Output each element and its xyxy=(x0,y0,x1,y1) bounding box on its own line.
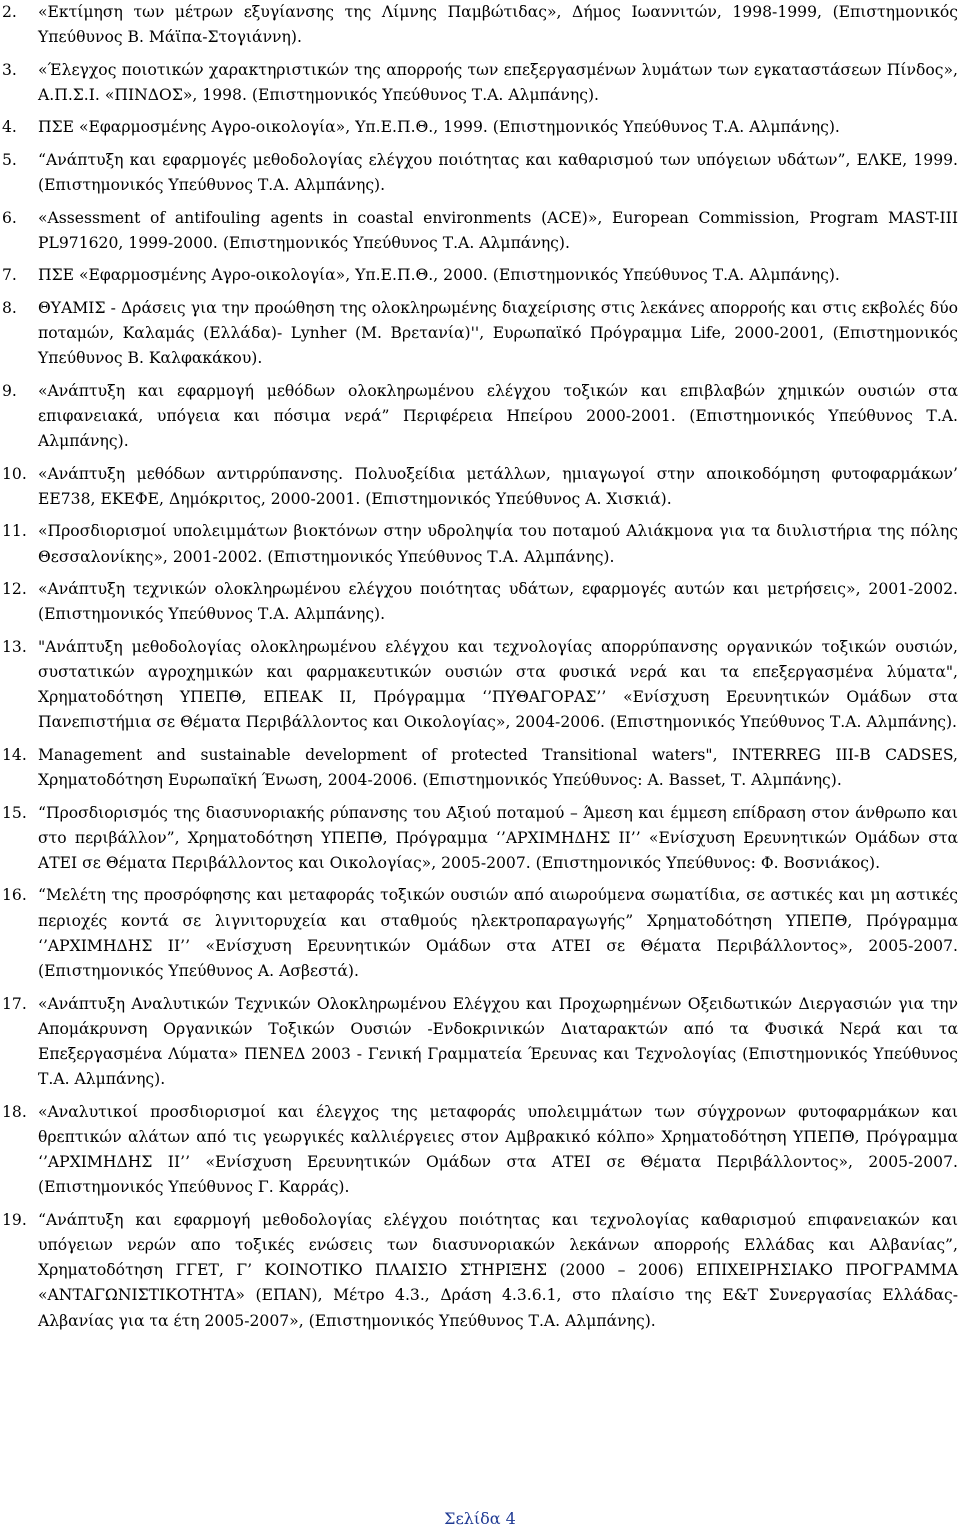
item-number: 7. xyxy=(2,266,17,285)
item-text: “Προσδιορισμός της διασυνοριακής ρύπανσης του Αξιού ποταμού – Άμεση και έμμεση επίδραση στον άνθρωπο και στο περιβάλλον”, Χρηματοδότηση ΥΠΕΠΘ, Πρόγραμμα ‘’ΑΡΧΙΜΗΔΗΣ ΙΙ’’ «Ενίσχυση Ερευνητικών Ομάδων στα ΑΤΕΙ σε Θέματα Περιβάλλοντος και Οικολογίας», 2005-2007. (Επιστημονικός Υπεύθυνος: Φ. Βοσνιάκος). xyxy=(38,803,958,872)
item-text: ΠΣΕ «Εφαρμοσμένης Αγρο-οικολογία», Υπ.Ε.Π.Θ., 1999. (Επιστημονικός Υπεύθυνος Τ.Α. Αλμπάνης). xyxy=(38,118,840,137)
item-number: 16. xyxy=(2,886,27,905)
item-text: «Assessment of antifouling agents in coastal environments (ACE)», European Commission, Program MAST-III PL971620, 1999-2000. (Επιστημονικός Υπεύθυνος Τ.Α. Αλμπάνης). xyxy=(38,208,958,252)
list-item xyxy=(0,115,958,140)
list-item xyxy=(0,883,958,984)
item-number: 8. xyxy=(2,298,17,317)
item-text: «Αναλυτικοί προσδιορισμοί και έλεγχος της μεταφοράς υπολειμμάτων των σύγχρονων φυτοφαρμάκων και θρεπτικών αλάτων από τις γεωργικές καλλιέργειες στον Αμβρακικό κόλπο» Χρηματοδότηση ΥΠΕΠΘ, Πρόγραμμα ‘’ΑΡΧΙΜΗΔΗΣ ΙΙ’’ «Ενίσχυση Ερευνητικών Ομάδων στα ΑΤΕΙ σε Θέματα Περιβάλλοντος», 2005-2007. (Επιστημονικός Υπεύθυνος Γ. Καρράς). xyxy=(38,1102,958,1197)
item-text: «Έλεγχος ποιοτικών χαρακτηριστικών της απορροής των επεξεργασμένων λυμάτων των εγκαταστάσεων Πίνδος», Α.Π.Σ.Ι. «ΠΙΝΔΟΣ», 1998. (Επιστημονικός Υπεύθυνος Τ.Α. Αλμπάνης). xyxy=(38,60,958,104)
list-item xyxy=(0,379,958,455)
item-text: "Ανάπτυξη μεθοδολογίας ολοκληρωμένου ελέγχου και τεχνολογίας απορρύπανσης οργανικών τοξικών ουσιών, συστατικών αγροχημικών και φαρμακευτικών ουσιών στα φυσικά νερά και τα επεξεργασμένα λύματα", Χρηματοδότηση ΥΠΕΠΘ, ΕΠΕΑΚ ΙΙ, Πρόγραμμα ‘’ΠΥΘΑΓΟΡΑΣ’’ «Ενίσχυση Ερευνητικών Ομάδων στα Πανεπιστήμια σε Θέματα Περιβάλλοντος και Οικολογίας», 2004-2006. (Επιστημονικός Υπεύθυνος Τ.Α. Αλμπάνης). xyxy=(38,637,958,732)
item-text: “Ανάπτυξη και εφαρμογή μεθοδολογίας ελέγχου ποιότητας και τεχνολογίας καθαρισμού επιφανειακών και υπόγειων νερών απο τοξικές ενώσεις των διασυνοριακών λεκάνων απορροής Ελλάδας και Αλβανίας”, Χρηματοδότηση ΓΓΕΤ, Γ’ ΚΟΙΝΟΤΙΚΟ ΠΛΑΙΣΙΟ ΣΤΗΡΙΞΗΣ (2000 – 2006) ΕΠΙΧΕΙΡΗΣΙΑΚΟ ΠΡΟΓΡΑΜΜΑ «ΑΝΤΑΓΩΝΙΣΤΙΚΟΤΗΤΑ» (ΕΠΑΝ), Μέτρο 4.3., Δράση 4.3.6.1, στο πλαίσιο της Ε&Τ Συνεργασίας Ελλάδας-Αλβανίας για τα έτη 2005-2007», (Επιστημονικός Υπεύθυνος Τ.Α. Αλμπάνης). xyxy=(38,1210,958,1330)
item-text: ΘΥΑΜΙΣ - Δράσεις για την προώθηση της ολοκληρωμένης διαχείρισης στις λεκάνες απορροής και στις εκβολές δύο ποταμών, Καλαμάς (Ελλάδα)- Lynher (Μ. Βρετανία)'', Ευρωπαϊκό Πρόγραμμα Life, 2000-2001, (Επιστημονικός Υπεύθυνος Β. Καλφακάκου). xyxy=(38,298,958,368)
list-item xyxy=(0,148,958,198)
page-number-footer: Σελίδα 4 xyxy=(444,1509,516,1528)
list-item xyxy=(0,206,958,256)
list-item xyxy=(0,58,958,108)
item-number: 12. xyxy=(2,580,27,599)
item-number: 18. xyxy=(2,1102,27,1121)
list-item xyxy=(0,519,958,569)
item-number: 5. xyxy=(2,150,17,169)
item-text: «Προσδιορισμοί υπολειμμάτων βιοκτόνων στην υδροληψία του ποταμού Αλιάκμονα για τα διυλιστήρια της πόλης Θεσσαλονίκης», 2001-2002. (Επιστημονικός Υπεύθυνος Τ.Α. Αλμπάνης). xyxy=(38,522,958,566)
list-item xyxy=(0,0,958,50)
item-number: 13. xyxy=(2,637,27,656)
item-number: 14. xyxy=(2,745,27,764)
list-item xyxy=(0,801,958,877)
item-text: «Εκτίμηση των μέτρων εξυγίανσης της Λίμνης Παμβώτιδας», Δήμος Ιωαννιτών, 1998-1999, (Επιστημονικός Υπεύθυνος Β. Μάϊπα-Στογιάννη). xyxy=(38,3,958,47)
item-number: 6. xyxy=(2,208,17,227)
item-text: Management and sustainable development of protected Transitional waters", INTERREG III-B CADSES, Χρηματοδότηση Ευρωπαϊκή Ένωση, 2004-2006. (Επιστημονικός Υπεύθυνος: A. Basset, Τ. Αλμπάνης). xyxy=(38,745,958,790)
item-text: «Ανάπτυξη Αναλυτικών Τεχνικών Ολοκληρωμένου Ελέγχου και Προχωρημένων Οξειδωτικών Διεργασιών για την Απομάκρυνση Οργανικών Τοξικών Ουσιών -Ενδοκρινικών Διαταρακτών από τα Φυσικά Νερά και τα Επεξεργασμένα Λύματα» ΠΕΝΕΔ 2003 - Γενική Γραμματεία Έρευνας και Τεχνολογίας (Επιστημονικός Υπεύθυνος Τ.Α. Αλμπάνης). xyxy=(38,994,958,1089)
list-item xyxy=(0,743,958,793)
item-text: ΠΣΕ «Εφαρμοσμένης Αγρο-οικολογία», Υπ.Ε.Π.Θ., 2000. (Επιστημονικός Υπεύθυνος Τ.Α. Αλμπάνης). xyxy=(38,266,840,285)
item-number: 15. xyxy=(2,803,27,822)
item-text: “Μελέτη της προσρόφησης και μεταφοράς τοξικών ουσιών από αιωρούμενα σωματίδια, σε αστικές και μη αστικές περιοχές κοντά σε λιγνιτορυχεία και σταθμούς ηλεκτροπαραγωγής” Χρηματοδότηση ΥΠΕΠΘ, Πρόγραμμα ‘’ΑΡΧΙΜΗΔΗΣ ΙΙ’’ «Ενίσχυση Ερευνητικών Ομάδων στα ΑΤΕΙ σε Θέματα Περιβάλλοντος», 2005-2007. (Επιστημονικός Υπεύθυνος Α. Ασβεστά). xyxy=(38,886,958,981)
item-number: 17. xyxy=(2,994,27,1013)
list-item xyxy=(0,263,958,288)
list-item xyxy=(0,1208,958,1334)
list-item xyxy=(0,296,958,372)
item-number: 3. xyxy=(2,60,17,79)
item-text: “Ανάπτυξη και εφαρμογές μεθοδολογίας ελέγχου ποιότητας και καθαρισμού των υπόγειων υδάτων”, ΕΛΚΕ, 1999. (Επιστημονικός Υπεύθυνος Τ.Α. Αλμπάνης). xyxy=(38,150,958,195)
item-text: «Ανάπτυξη και εφαρμογή μεθόδων ολοκληρωμένου ελέγχου τοξικών και επιβλαβών χημικών ουσιών στα επιφανειακά, υπόγεια και πόσιμα νερά” Περιφέρεια Ηπείρου 2000-2001. (Επιστημονικός Υπεύθυνος Τ.Α. Αλμπάνης). xyxy=(38,381,958,451)
item-number: 2. xyxy=(2,3,17,21)
list-item xyxy=(0,635,958,736)
item-number: 10. xyxy=(2,464,27,483)
item-text: «Ανάπτυξη τεχνικών ολοκληρωμένου ελέγχου ποιότητας υδάτων, εφαρμογές αυτών και μετρήσεις», 2001-2002. (Επιστημονικός Υπεύθυνος Τ.Α. Αλμπάνης). xyxy=(38,580,958,624)
item-number: 4. xyxy=(2,118,17,137)
item-number: 19. xyxy=(2,1210,27,1229)
list-item xyxy=(0,462,958,512)
item-number: 9. xyxy=(2,381,17,400)
list-item xyxy=(0,577,958,627)
item-number: 11. xyxy=(2,522,27,541)
list-item xyxy=(0,992,958,1093)
list-item xyxy=(0,1100,958,1201)
item-text: «Ανάπτυξη μεθόδων αντιρρύπανσης. Πολυοξείδια μετάλλων, ημιαγωγοί στην αποικοδόμηση φυτοφαρμάκων’ ΕΕ738, ΕΚΕΦΕ, Δημόκριτος, 2000-2001. (Επιστημονικός Υπεύθυνος Α. Χισκιά). xyxy=(38,464,958,508)
